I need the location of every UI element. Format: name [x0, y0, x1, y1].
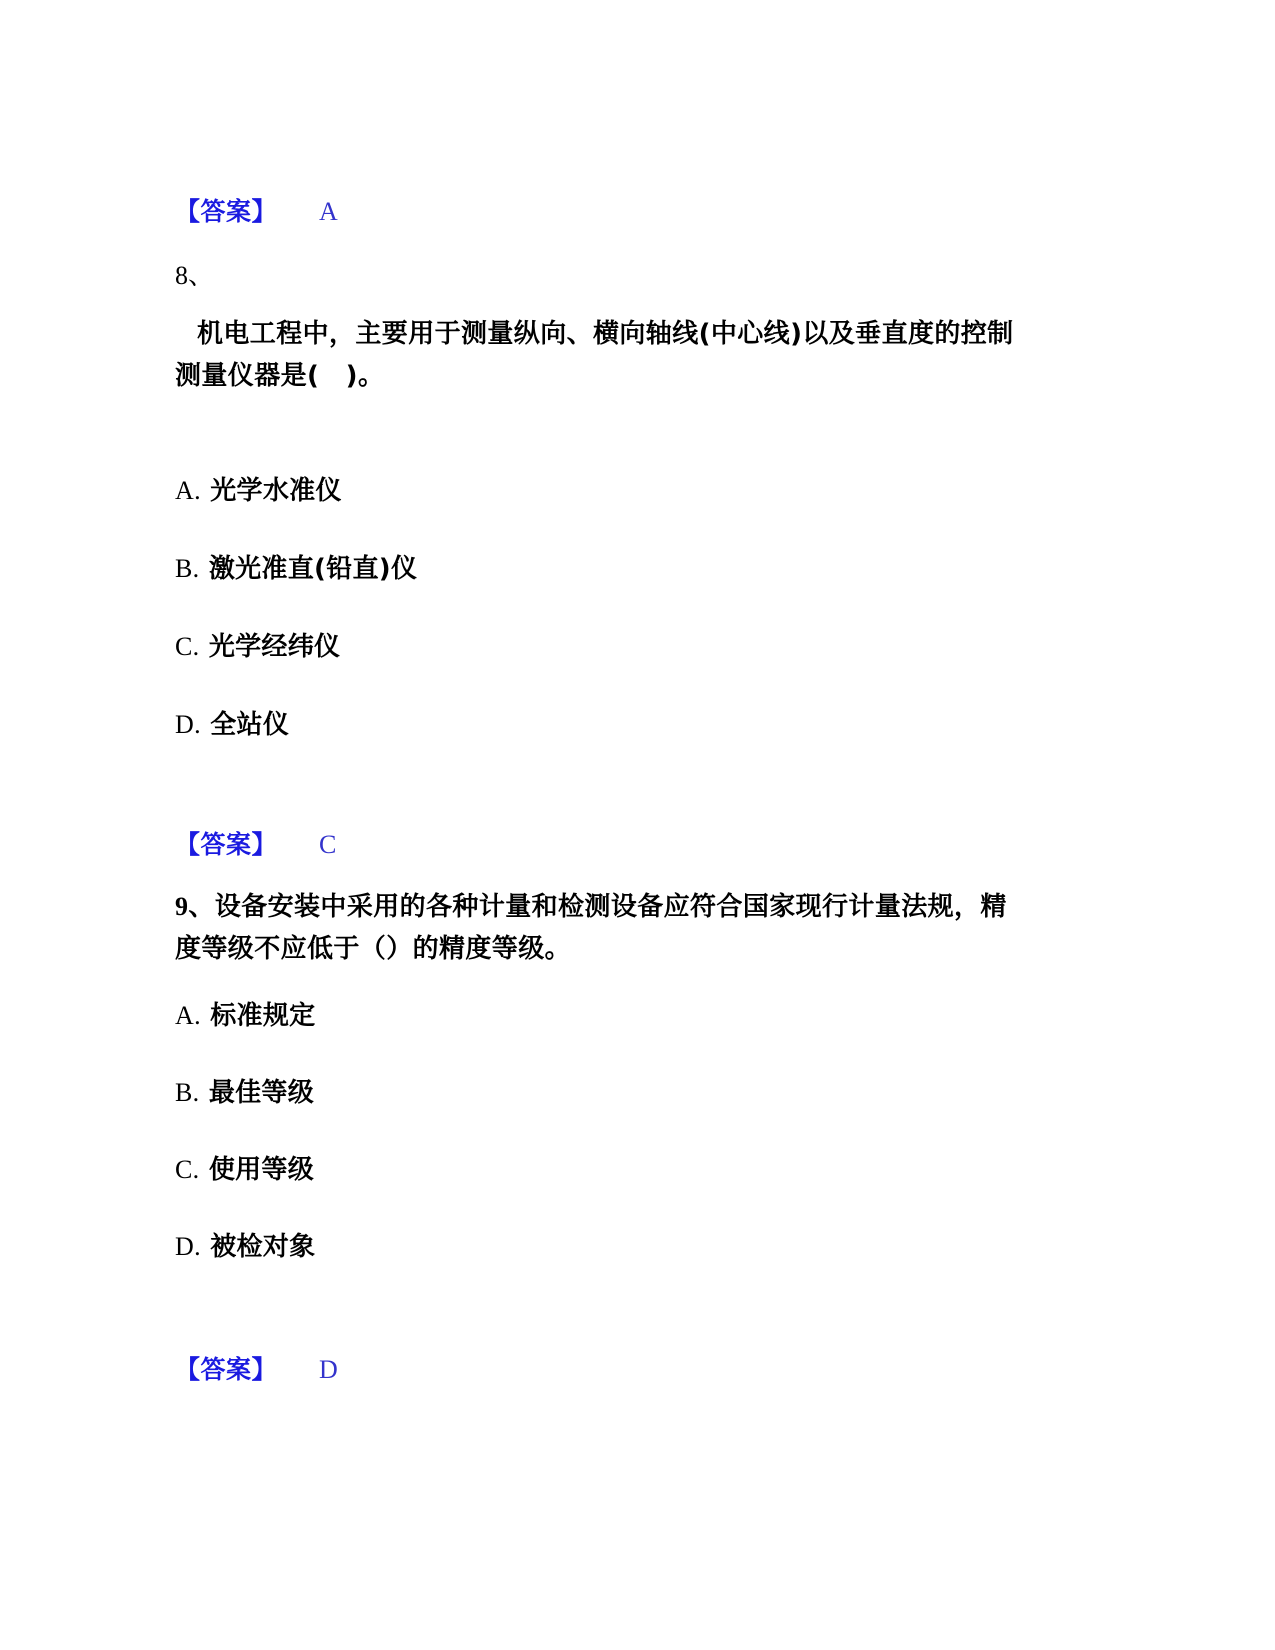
- answer-value-first: A: [319, 197, 339, 226]
- option-8-a-text: 光学水准仪: [210, 476, 342, 506]
- question-stem-9-line1: [175, 886, 1065, 928]
- question-stem-8-text1: 机电工程中，主要用于测量纵向、横向轴线(中心线)以及垂直度的控制: [197, 319, 1014, 349]
- option-8-c-text: 光学经纬仪: [208, 632, 341, 662]
- option-9-b-letter: B.: [175, 1078, 200, 1107]
- option-8-a-letter: A.: [175, 476, 201, 505]
- option-8-d-text: 全站仪: [210, 710, 290, 740]
- answer-label: 【答案】: [175, 1355, 278, 1384]
- answer-row-third: [175, 1350, 338, 1386]
- option-8-a[interactable]: [175, 470, 1055, 507]
- option-9-d[interactable]: [175, 1226, 1055, 1263]
- option-9-b-text: 最佳等级: [208, 1078, 315, 1108]
- question-stem-9-line2: [175, 928, 1065, 970]
- question-number-9: 9、: [175, 892, 215, 921]
- option-9-a[interactable]: [175, 995, 1055, 1032]
- option-9-d-letter: D.: [175, 1232, 201, 1261]
- answer-row-first: [175, 192, 338, 228]
- answer-value-third: D: [319, 1355, 339, 1384]
- option-8-c-letter: C.: [175, 632, 200, 661]
- question-stem-9-text1: 设备安装中采用的各种计量和检测设备应符合国家现行计量法规，精: [214, 892, 1007, 922]
- question-stem-8-line2: [175, 355, 1055, 397]
- option-9-d-text: 被检对象: [210, 1232, 316, 1262]
- question-stem-8: [175, 313, 1055, 397]
- option-8-b-text: 激光准直(铅直)仪: [208, 554, 418, 584]
- answer-label: 【答案】: [175, 830, 278, 859]
- option-8-d[interactable]: [175, 704, 1055, 741]
- question-number-8: 8、: [175, 261, 215, 290]
- question-stem-8-line1: [175, 313, 1055, 355]
- option-9-a-letter: A.: [175, 1001, 201, 1030]
- option-list-9: [175, 995, 1055, 1303]
- option-8-d-letter: D.: [175, 710, 201, 739]
- option-9-c[interactable]: [175, 1149, 1055, 1186]
- question-stem-9-text2: 度等级不应低于（）的精度等级。: [175, 934, 572, 965]
- option-9-b[interactable]: [175, 1072, 1055, 1109]
- option-8-b-letter: B.: [175, 554, 200, 583]
- option-8-c[interactable]: [175, 626, 1055, 663]
- option-8-b[interactable]: [175, 548, 1055, 585]
- option-9-c-letter: C.: [175, 1155, 200, 1184]
- option-list-8: [175, 470, 1055, 741]
- option-9-c-text: 使用等级: [208, 1155, 315, 1185]
- question-stem-8-text2: 测量仪器是( )。: [175, 361, 385, 392]
- answer-value-second: C: [319, 830, 337, 859]
- answer-row-second: [175, 825, 337, 861]
- question-stem-9: [175, 886, 1065, 970]
- option-9-a-text: 标准规定: [210, 1001, 316, 1031]
- answer-label: 【答案】: [175, 197, 278, 226]
